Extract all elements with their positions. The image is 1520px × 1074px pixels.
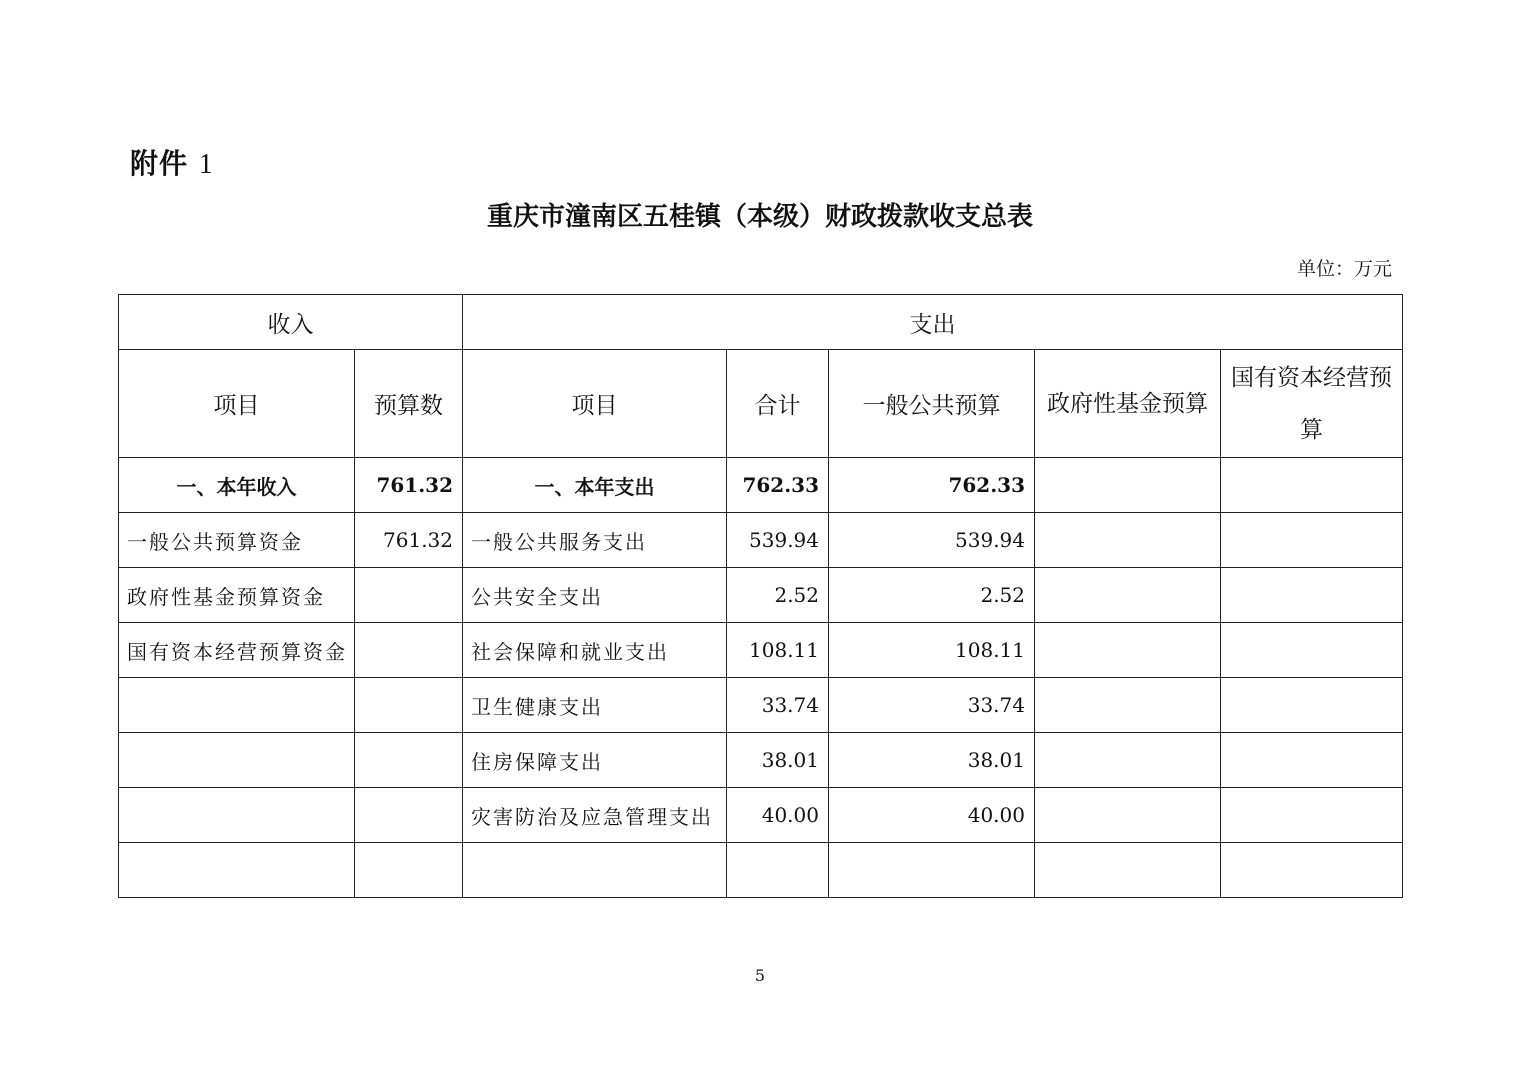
cell-general-public: 539.94 bbox=[829, 513, 1035, 568]
table-row bbox=[119, 678, 1403, 733]
cell-income-budget bbox=[355, 788, 463, 843]
col-expense-item: 项目 bbox=[463, 350, 727, 458]
cell-general-public bbox=[829, 843, 1035, 898]
cell-expense-item: 灾害防治及应急管理支出 bbox=[463, 788, 727, 843]
col-state-capital: 国有资本经营预算 bbox=[1221, 350, 1403, 458]
cell-general-public: 2.52 bbox=[829, 568, 1035, 623]
cell-expense-item: 住房保障支出 bbox=[463, 733, 727, 788]
cell-income-item bbox=[119, 788, 355, 843]
col-gov-fund: 政府性基金预算 bbox=[1035, 350, 1221, 458]
total-state-capital bbox=[1221, 458, 1403, 513]
section-header-row bbox=[119, 295, 1403, 350]
cell-expense-item: 卫生健康支出 bbox=[463, 678, 727, 733]
table-row bbox=[119, 568, 1403, 623]
cell-general-public: 108.11 bbox=[829, 623, 1035, 678]
cell-total: 38.01 bbox=[727, 733, 829, 788]
cell-expense-item: 社会保障和就业支出 bbox=[463, 623, 727, 678]
attachment-number: 1 bbox=[198, 149, 214, 180]
cell-state-capital bbox=[1221, 623, 1403, 678]
total-income-item: 一、本年收入 bbox=[119, 458, 355, 513]
total-general-public: 762.33 bbox=[829, 458, 1035, 513]
column-header-row bbox=[119, 350, 1403, 458]
cell-income-item: 政府性基金预算资金 bbox=[119, 568, 355, 623]
cell-state-capital bbox=[1221, 843, 1403, 898]
cell-total: 2.52 bbox=[727, 568, 829, 623]
table-row bbox=[119, 788, 1403, 843]
unit-label: 单位：万元 bbox=[1296, 258, 1392, 280]
col-income-budget: 预算数 bbox=[355, 350, 463, 458]
cell-state-capital bbox=[1221, 733, 1403, 788]
table-row bbox=[119, 733, 1403, 788]
cell-income-budget bbox=[355, 733, 463, 788]
total-row bbox=[119, 458, 1403, 513]
cell-general-public: 38.01 bbox=[829, 733, 1035, 788]
table-row bbox=[119, 623, 1403, 678]
cell-income-item bbox=[119, 843, 355, 898]
cell-state-capital bbox=[1221, 788, 1403, 843]
cell-total: 539.94 bbox=[727, 513, 829, 568]
col-total: 合计 bbox=[727, 350, 829, 458]
total-gov-fund bbox=[1035, 458, 1221, 513]
cell-income-item bbox=[119, 678, 355, 733]
cell-gov-fund bbox=[1035, 623, 1221, 678]
page-number: 5 bbox=[754, 966, 766, 985]
cell-expense-item: 公共安全支出 bbox=[463, 568, 727, 623]
cell-state-capital bbox=[1221, 513, 1403, 568]
cell-general-public: 40.00 bbox=[829, 788, 1035, 843]
cell-gov-fund bbox=[1035, 678, 1221, 733]
col-income-item: 项目 bbox=[119, 350, 355, 458]
expense-section-header: 支出 bbox=[463, 295, 1403, 350]
income-section-header: 收入 bbox=[119, 295, 463, 350]
budget-summary-table bbox=[118, 294, 1403, 898]
attachment-label bbox=[130, 142, 214, 182]
cell-income-item: 国有资本经营预算资金 bbox=[119, 623, 355, 678]
cell-income-budget bbox=[355, 678, 463, 733]
cell-total: 33.74 bbox=[727, 678, 829, 733]
cell-state-capital bbox=[1221, 678, 1403, 733]
cell-general-public: 33.74 bbox=[829, 678, 1035, 733]
cell-income-budget bbox=[355, 623, 463, 678]
total-total: 762.33 bbox=[727, 458, 829, 513]
cell-gov-fund bbox=[1035, 513, 1221, 568]
total-income-budget: 761.32 bbox=[355, 458, 463, 513]
total-expense-item: 一、本年支出 bbox=[463, 458, 727, 513]
attachment-text: 附件 bbox=[130, 147, 189, 180]
cell-gov-fund bbox=[1035, 733, 1221, 788]
cell-gov-fund bbox=[1035, 788, 1221, 843]
col-general-public: 一般公共预算 bbox=[829, 350, 1035, 458]
cell-expense-item bbox=[463, 843, 727, 898]
cell-gov-fund bbox=[1035, 568, 1221, 623]
cell-income-budget bbox=[355, 843, 463, 898]
cell-total: 108.11 bbox=[727, 623, 829, 678]
cell-gov-fund bbox=[1035, 843, 1221, 898]
cell-income-item bbox=[119, 733, 355, 788]
document-title: 重庆市潼南区五桂镇（本级）财政拨款收支总表 bbox=[486, 202, 1033, 232]
cell-expense-item: 一般公共服务支出 bbox=[463, 513, 727, 568]
table-row bbox=[119, 513, 1403, 568]
cell-income-budget bbox=[355, 568, 463, 623]
cell-income-budget: 761.32 bbox=[355, 513, 463, 568]
cell-total: 40.00 bbox=[727, 788, 829, 843]
cell-income-item: 一般公共预算资金 bbox=[119, 513, 355, 568]
table-row bbox=[119, 843, 1403, 898]
cell-state-capital bbox=[1221, 568, 1403, 623]
cell-total bbox=[727, 843, 829, 898]
